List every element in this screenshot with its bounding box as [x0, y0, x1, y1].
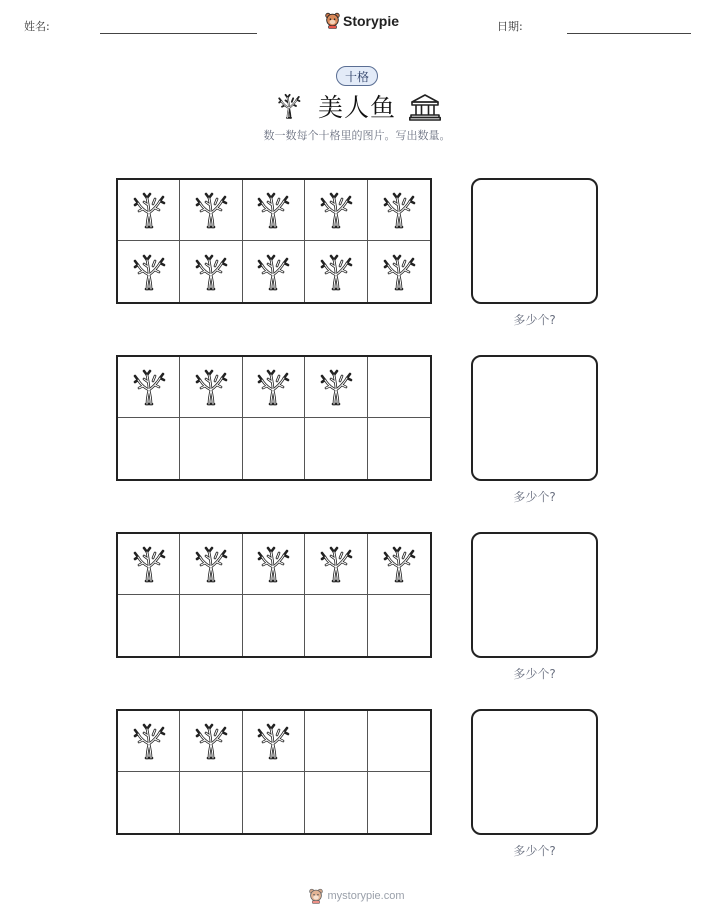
coral-icon [253, 721, 293, 761]
ten-frame-cell [180, 772, 242, 833]
how-many-label-2: 多少个? [513, 490, 556, 504]
coral-icon [316, 367, 356, 407]
ten-frame-cell [180, 534, 242, 595]
ten-frame-cell [243, 357, 305, 418]
ten-frame-1 [116, 178, 432, 304]
ten-frame-cell [243, 595, 305, 656]
instructions: 数一数每个十格里的图片。写出数量。 [263, 129, 451, 142]
ten-frame-cell [305, 772, 367, 833]
ten-frame-cell [305, 711, 367, 772]
ten-frame-cell [368, 418, 430, 479]
coral-icon [129, 252, 169, 292]
ten-frame-cell [118, 711, 180, 772]
name-line[interactable] [100, 33, 257, 34]
coral-icon [129, 544, 169, 584]
coral-icon [379, 190, 419, 230]
ten-frame-cell [368, 534, 430, 595]
ten-frame-cell [305, 418, 367, 479]
ten-frame-cell [243, 180, 305, 241]
coral-icon [316, 190, 356, 230]
coral-icon [316, 544, 356, 584]
how-many-label-3: 多少个? [513, 667, 556, 681]
ten-frame-cell [118, 772, 180, 833]
ten-frame-cell [180, 418, 242, 479]
ten-frame-cell [118, 241, 180, 302]
ten-frame-cell [368, 772, 430, 833]
answer-box-1[interactable] [471, 178, 598, 304]
date-line[interactable] [567, 33, 691, 34]
ten-frame-cell [243, 711, 305, 772]
ten-frame-3 [116, 532, 432, 658]
ten-frame-cell [118, 595, 180, 656]
temple-icon [409, 93, 441, 121]
answer-box-2[interactable] [471, 355, 598, 481]
coral-icon [253, 190, 293, 230]
coral-icon [129, 190, 169, 230]
coral-icon [275, 92, 303, 120]
ten-frame-cell [118, 357, 180, 418]
coral-icon [253, 367, 293, 407]
coral-icon [191, 252, 231, 292]
how-many-label-1: 多少个? [513, 313, 556, 327]
ten-frame-4 [116, 709, 432, 835]
brand-name: Storypie [343, 12, 400, 29]
ten-frame-cell [243, 418, 305, 479]
date-label: 日期: [497, 20, 523, 33]
coral-icon [191, 544, 231, 584]
coral-icon [379, 544, 419, 584]
ten-frame-cell [180, 711, 242, 772]
coral-icon [316, 252, 356, 292]
ten-frame-cell [180, 241, 242, 302]
coral-icon [129, 367, 169, 407]
worksheet-title: 美人鱼 [318, 93, 397, 122]
ten-frame-cell [243, 772, 305, 833]
footer [0, 888, 714, 904]
name-label: 姓名: [24, 20, 50, 33]
ten-frame-cell [305, 357, 367, 418]
ten-frame-cell [180, 180, 242, 241]
how-many-label-4: 多少个? [513, 844, 556, 858]
ten-frame-cell [180, 595, 242, 656]
ten-frame-cell [243, 241, 305, 302]
ten-frame-cell [368, 711, 430, 772]
coral-icon [379, 252, 419, 292]
answer-box-4[interactable] [471, 709, 598, 835]
ten-frame-cell [368, 241, 430, 302]
ten-frame-cell [118, 418, 180, 479]
topic-badge: 十格 [336, 66, 378, 86]
ten-frame-cell [243, 534, 305, 595]
answer-box-3[interactable] [471, 532, 598, 658]
ten-frame-cell [368, 595, 430, 656]
ten-frame-cell [305, 241, 367, 302]
coral-icon [191, 721, 231, 761]
ten-frame-cell [305, 534, 367, 595]
coral-icon [253, 544, 293, 584]
bear-mascot-icon [325, 12, 340, 29]
ten-frame-cell [118, 180, 180, 241]
ten-frame-cell [368, 180, 430, 241]
footer-site: mystorypie.com [327, 890, 405, 902]
coral-icon [129, 721, 169, 761]
coral-icon [191, 367, 231, 407]
ten-frame-2 [116, 355, 432, 481]
bear-mascot-icon [309, 888, 323, 904]
ten-frame-cell [368, 357, 430, 418]
brand-logo [325, 12, 399, 29]
ten-frame-cell [180, 357, 242, 418]
ten-frame-cell [305, 595, 367, 656]
coral-icon [253, 252, 293, 292]
coral-icon [191, 190, 231, 230]
ten-frame-cell [118, 534, 180, 595]
ten-frame-cell [305, 180, 367, 241]
